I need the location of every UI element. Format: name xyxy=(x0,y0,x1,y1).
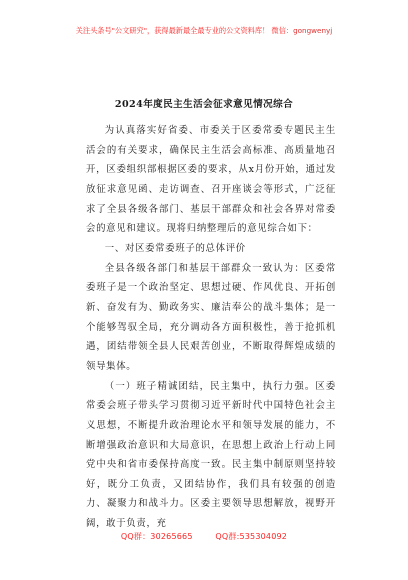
page-header-banner xyxy=(0,26,408,36)
page-footer xyxy=(0,531,408,542)
document-body xyxy=(86,121,336,534)
footer-qq-group-2: QQ群:535304092 xyxy=(215,532,288,541)
paragraph-subsection-1: （一）班子精诚团结，民主集中，执行力强。区委常委会班子带头学习贯彻习近平新时代中国特色社会主义思想，不断提升政治理论水平和领导发展的能力，不断增强政治意识和大局意识，在思想上政治上行动上同党中央和省市委保持高度一致。民主集中制原则坚持较好，既分工负责，又团结协作，我们具有较强的创造力、凝聚力和战斗力。区委主要领导思想解放，视野开阔，敢于负责，充 xyxy=(86,380,336,530)
paragraph-overall-evaluation: 全县各级各部门和基层干部群众一致认为：区委常委班子是一个政治坚定、思想过硬、作风优良、开拓创新、奋发有为、勤政务实、廉洁奉公的战斗集体；是一个能够驾驭全局，充分调动各方面积极性，善于抢抓机遇，团结带领全县人民艰苦创业，不断取得辉煌成绩的领导集体。 xyxy=(86,262,336,372)
header-text: 关注头条号"公文研究"，获得最新最全最专业的公文资料库！ 微信： xyxy=(75,26,294,35)
document-title: 2024年度民主生活会征求意见情况综合 xyxy=(114,99,294,110)
section-heading-1: 一、对区委常委班子的总体评价 xyxy=(104,242,246,254)
footer-qq-group-1: QQ群：30265665 xyxy=(120,532,193,541)
paragraph-intro: 为认真落实好省委、市委关于区委常委专题民主生活会的有关要求，确保民主生活会高标准、高质量地召开，区委组织部根据区委的要求，从x月份开始，通过发放征求意见函、走访调查、召开座谈会等形式，广泛征求了全县各级各部门、基层干部群众和社会各界对常委会的意见和建议。现将归纳整理后的意见综合如下： xyxy=(86,125,336,235)
header-wechat: gongwenyj xyxy=(293,26,333,35)
